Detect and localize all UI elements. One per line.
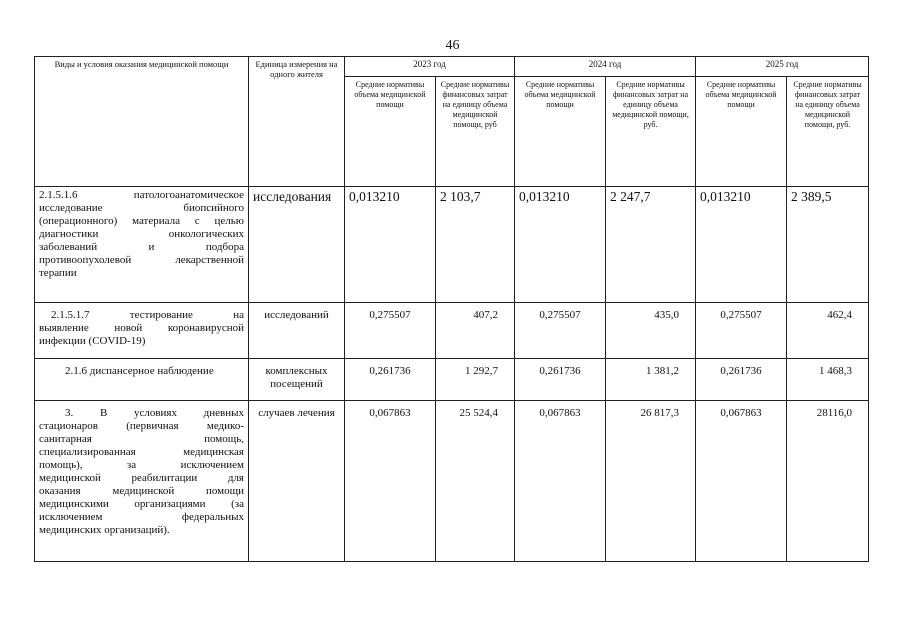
description-line: противоопухолевой лекарственной	[39, 254, 244, 266]
cost-2023: 2 103,7	[436, 187, 515, 303]
header-cost-norm-2025: Средние нормативы финансовых затрат на единицу объема медицинской помощи, руб.	[787, 77, 869, 187]
description-line: медицинскими организациями (за	[39, 498, 244, 510]
cost-2024: 1 381,2	[606, 359, 696, 401]
volume-2025: 0,261736	[696, 359, 787, 401]
header-volume-norm-2025: Средние нормативы объема медицинской помощи	[696, 77, 787, 187]
header-cost-norm-2023: Средние нормативы финансовых затрат на единицу объема медицинской помощи, руб	[436, 77, 515, 187]
description-line: специализированная медицинская	[39, 446, 244, 458]
description-line: медицинских организаций).	[39, 524, 170, 536]
description-line: 2.1.6 диспансерное наблюдение	[65, 365, 214, 377]
row-unit: случаев лечения	[249, 401, 345, 562]
row-description	[35, 401, 249, 562]
table-row	[35, 401, 869, 562]
volume-2025: 0,067863	[696, 401, 787, 562]
description-line: 2.1.5.1.6 патологоанатомическое	[39, 189, 244, 201]
description-line: заболеваний и подбора	[39, 241, 244, 253]
header-cost-norm-2024: Средние нормативы финансовых затрат на единицу объема медицинской помощи, руб.	[606, 77, 696, 187]
description-line: помощь), за исключением	[39, 459, 244, 471]
header-types-of-care: Виды и условия оказания медицинской помощи	[35, 57, 249, 187]
row-unit: исследования	[249, 187, 345, 303]
header-volume-norm-2024: Средние нормативы объема медицинской помощи	[515, 77, 606, 187]
volume-2024: 0,261736	[515, 359, 606, 401]
row-unit: комплексных посещений	[249, 359, 345, 401]
description-line: 2.1.5.1.7 тестирование на	[51, 309, 244, 321]
volume-2025: 0,013210	[696, 187, 787, 303]
description-line: выявление новой коронавирусной	[39, 322, 244, 334]
cost-2025: 1 468,3	[787, 359, 869, 401]
cost-2025: 28116,0	[787, 401, 869, 562]
cost-2025: 462,4	[787, 303, 869, 359]
volume-2025: 0,275507	[696, 303, 787, 359]
volume-2024: 0,275507	[515, 303, 606, 359]
header-volume-norm-2023: Средние нормативы объема медицинской помощи	[345, 77, 436, 187]
description-line: исследование биопсийного	[39, 202, 244, 214]
volume-2023: 0,261736	[345, 359, 436, 401]
description-line: стационаров (первичная медико-	[39, 420, 244, 432]
row-unit: исследований	[249, 303, 345, 359]
cost-2024: 435,0	[606, 303, 696, 359]
description-line: (операционного) материала с целью	[39, 215, 244, 227]
cost-2024: 2 247,7	[606, 187, 696, 303]
cost-2023: 407,2	[436, 303, 515, 359]
description-line: исключением федеральных	[39, 511, 244, 523]
header-year-2023: 2023 год	[345, 57, 515, 77]
row-description	[35, 303, 249, 359]
volume-2024: 0,013210	[515, 187, 606, 303]
volume-2023: 0,013210	[345, 187, 436, 303]
header-unit: Единица измерения на одного жителя	[249, 57, 345, 187]
description-line: инфекции (COVID-19)	[39, 335, 146, 347]
cost-2025: 2 389,5	[787, 187, 869, 303]
volume-2023: 0,275507	[345, 303, 436, 359]
cost-2024: 26 817,3	[606, 401, 696, 562]
description-line: терапии	[39, 267, 77, 279]
description-line: санитарная помощь,	[39, 433, 244, 445]
page-number: 46	[445, 38, 460, 53]
cost-2023: 1 292,7	[436, 359, 515, 401]
description-line: 3. В условиях дневных	[65, 407, 244, 419]
volume-2024: 0,067863	[515, 401, 606, 562]
table-row	[35, 303, 869, 359]
row-description	[35, 187, 249, 303]
description-line: диагностики онкологических	[39, 228, 244, 240]
cost-2023: 25 524,4	[436, 401, 515, 562]
row-description	[35, 359, 249, 401]
table-row	[35, 359, 869, 401]
description-line: медицинской реабилитации для	[39, 472, 244, 484]
header-year-2025: 2025 год	[696, 57, 869, 77]
header-year-2024: 2024 год	[515, 57, 696, 77]
table-row	[35, 187, 869, 303]
norms-table	[34, 56, 869, 562]
header-row-years	[35, 57, 869, 77]
volume-2023: 0,067863	[345, 401, 436, 562]
description-line: оказания медицинской помощи	[39, 485, 244, 497]
